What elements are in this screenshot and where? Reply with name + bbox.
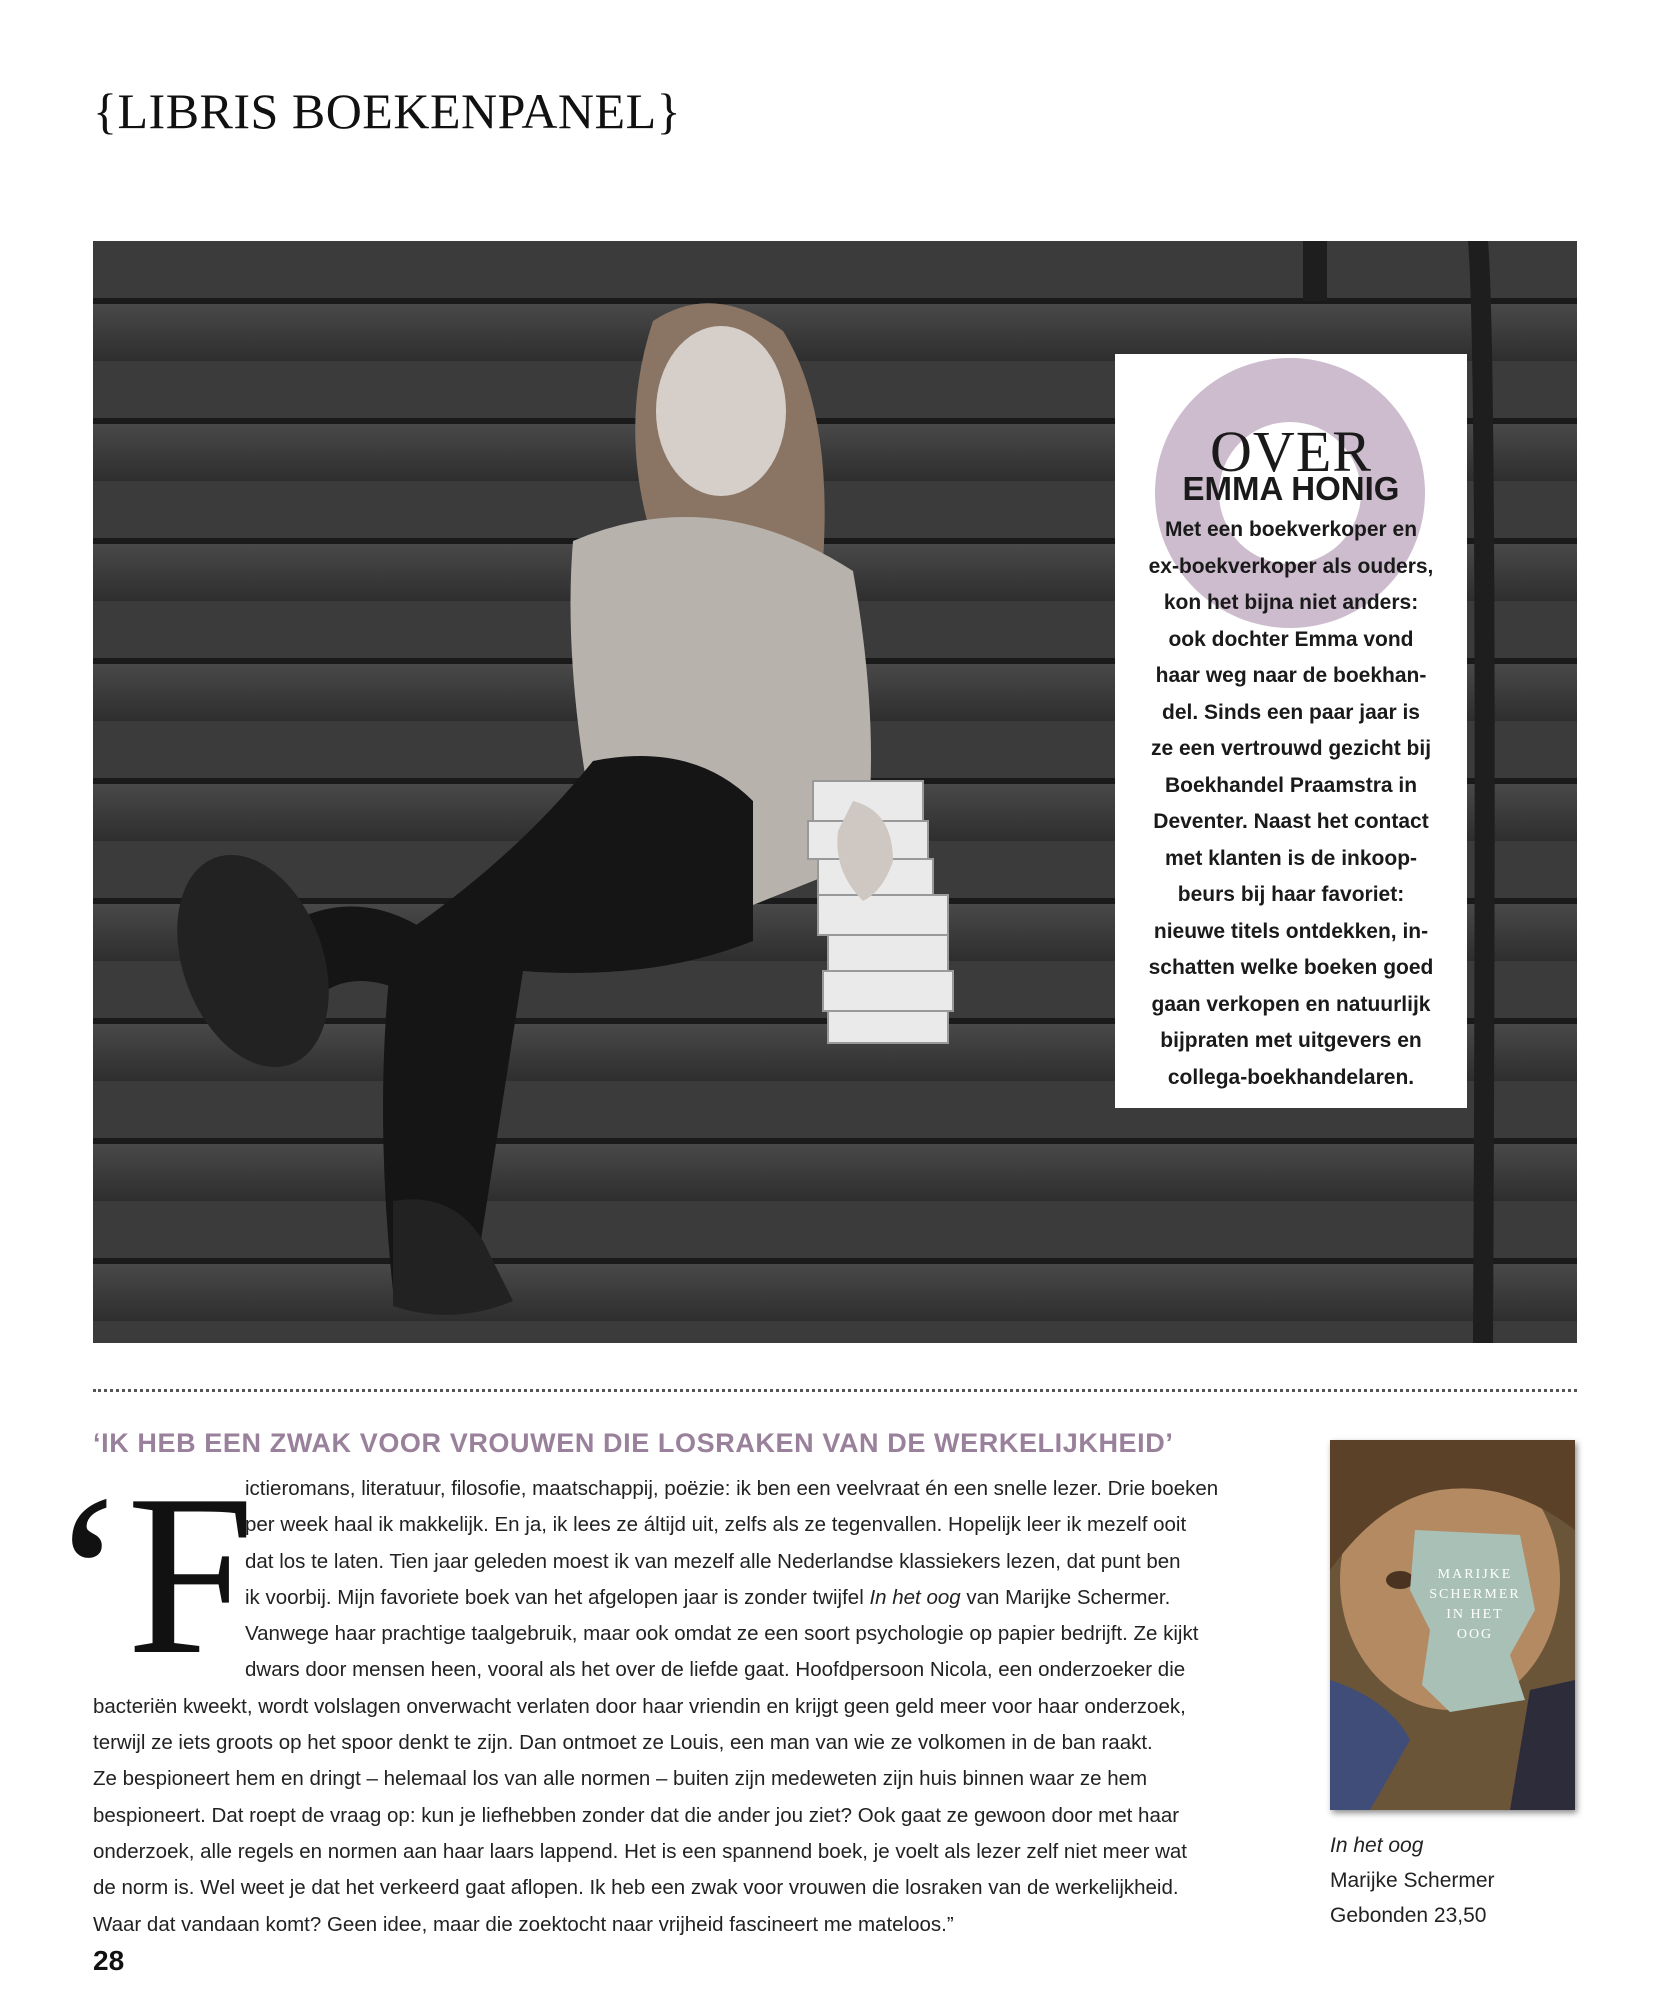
- bio-line: collega-boekhandelaren.: [1167, 1065, 1415, 1089]
- bio-line: beurs bij haar favoriet:: [1177, 883, 1405, 906]
- bio-line: ze een vertrouwd gezicht bij: [1150, 737, 1432, 760]
- dotted-divider: [93, 1389, 1577, 1392]
- bio-line: ook dochter Emma vond: [1168, 627, 1414, 651]
- body-line-text: van Marijke Schermer.: [960, 1585, 1171, 1609]
- body-line: Ze bespioneert hem en dringt – helemaal los van alle normen – buiten zijn medeweten zijn huis binnen waar ze hem: [93, 1767, 1148, 1791]
- bio-line: Met een boekverkoper en: [1164, 518, 1418, 541]
- cover-author-line2: SCHERMER: [1429, 1587, 1521, 1602]
- bio-line: haar weg naar de boekhan-: [1155, 664, 1427, 687]
- caption-price: Gebonden 23,50: [1330, 1904, 1487, 1927]
- book-cover-image: [1330, 1440, 1575, 1810]
- body-line: dwars door mensen heen, vooral als het over de liefde gaat. Hoofdpersoon Nicola, een onderzoeker die: [245, 1658, 1186, 1682]
- body-line: per week haal ik makkelijk. En ja, ik lees ze áltijd uit, zelfs als ze tegenvallen. Hopelijk leer ik mezelf ooit: [245, 1513, 1187, 1537]
- page-number: 28: [93, 1945, 125, 1976]
- body-line: bespioneert. Dat roept de vraag op: kun je liefhebben zonder dat die ander jou ziet? Ook gaat ze gewoon door met haar: [93, 1803, 1180, 1827]
- body-line: Waar dat vandaan komt? Geen idee, maar die zoektocht naar vrijheid fascineert me mateloos.”: [93, 1912, 954, 1936]
- caption-title: In het oog: [1330, 1834, 1424, 1857]
- body-line: [93, 1580, 1253, 1616]
- bio-line: bijpraten met uitgevers en: [1160, 1029, 1422, 1052]
- body-line: ictieromans, literatuur, filosofie, maatschappij, poëzie: ik ben een veelvraat én een snelle lezer. Drie boeken: [245, 1477, 1219, 1500]
- body-line: dat los te laten. Tien jaar geleden moest ik van mezelf alle Nederlandse klassiekers lezen, dat punt ben: [245, 1549, 1181, 1573]
- profile-bio: [1115, 512, 1467, 1096]
- bio-line: Boekhandel Praamstra in: [1164, 773, 1418, 797]
- cover-title-line2: OOG: [1456, 1627, 1494, 1642]
- body-line-text: ik voorbij. Mijn favoriete boek van het afgelopen jaar is zonder twijfel: [245, 1585, 870, 1609]
- profile-name: EMMA HONIG: [1182, 470, 1400, 507]
- section-title: {LIBRIS BOEKENPANEL}: [93, 83, 682, 139]
- bio-line: nieuwe titels ontdekken, in-: [1153, 919, 1429, 943]
- bio-line: kon het bijna niet anders:: [1163, 591, 1419, 614]
- bio-line: schatten welke boeken goed: [1148, 956, 1434, 979]
- article-headline: ‘IK HEB EEN ZWAK VOOR VROUWEN DIE LOSRAKEN VAN DE WERKELIJKHEID’: [93, 1428, 1174, 1458]
- body-line: onderzoek, alle regels en normen aan haar laars lappend. Het is een spannend boek, je voelt als lezer zelf niet meer wat: [93, 1839, 1187, 1863]
- caption-author: Marijke Schermer: [1330, 1869, 1495, 1892]
- book-caption: [1330, 1828, 1495, 1933]
- cover-author-line1: MARIJKE: [1437, 1567, 1513, 1582]
- article-body: [93, 1471, 1253, 1943]
- cover-title-line1: IN HET: [1446, 1607, 1504, 1622]
- book-title-inline: In het oog: [869, 1585, 961, 1609]
- body-line: bacteriën kweekt, wordt volslagen onverwacht verlaten door haar vriendin en krijgt geen geld meer voor haar onderzoek,: [93, 1694, 1186, 1718]
- bio-line: Deventer. Naast het contact: [1153, 810, 1429, 833]
- body-line: terwijl ze iets groots op het spoor denkt te zijn. Dan ontmoet ze Louis, een man van wie ze volkomen in de ban raakt.: [93, 1731, 1153, 1755]
- body-line: Vanwege haar prachtige taalgebruik, maar ook omdat ze een soort psychologie op papier bedrijft. Ze kijkt: [245, 1622, 1199, 1646]
- bio-line: gaan verkopen en natuurlijk: [1151, 992, 1431, 1016]
- bio-line: met klanten is de inkoop-: [1164, 846, 1418, 870]
- bio-line: ex-boekverkoper als ouders,: [1148, 554, 1434, 578]
- bio-line: del. Sinds een paar jaar is: [1162, 700, 1420, 724]
- over-label: OVER: [1210, 419, 1372, 484]
- body-line: de norm is. Wel weet je dat het verkeerd gaat aflopen. Ik heb een zwak voor vrouwen die losraken van de werkelijkheid.: [93, 1876, 1179, 1900]
- drop-cap: ‘F: [50, 1447, 255, 1702]
- profile-box: [1115, 354, 1467, 1108]
